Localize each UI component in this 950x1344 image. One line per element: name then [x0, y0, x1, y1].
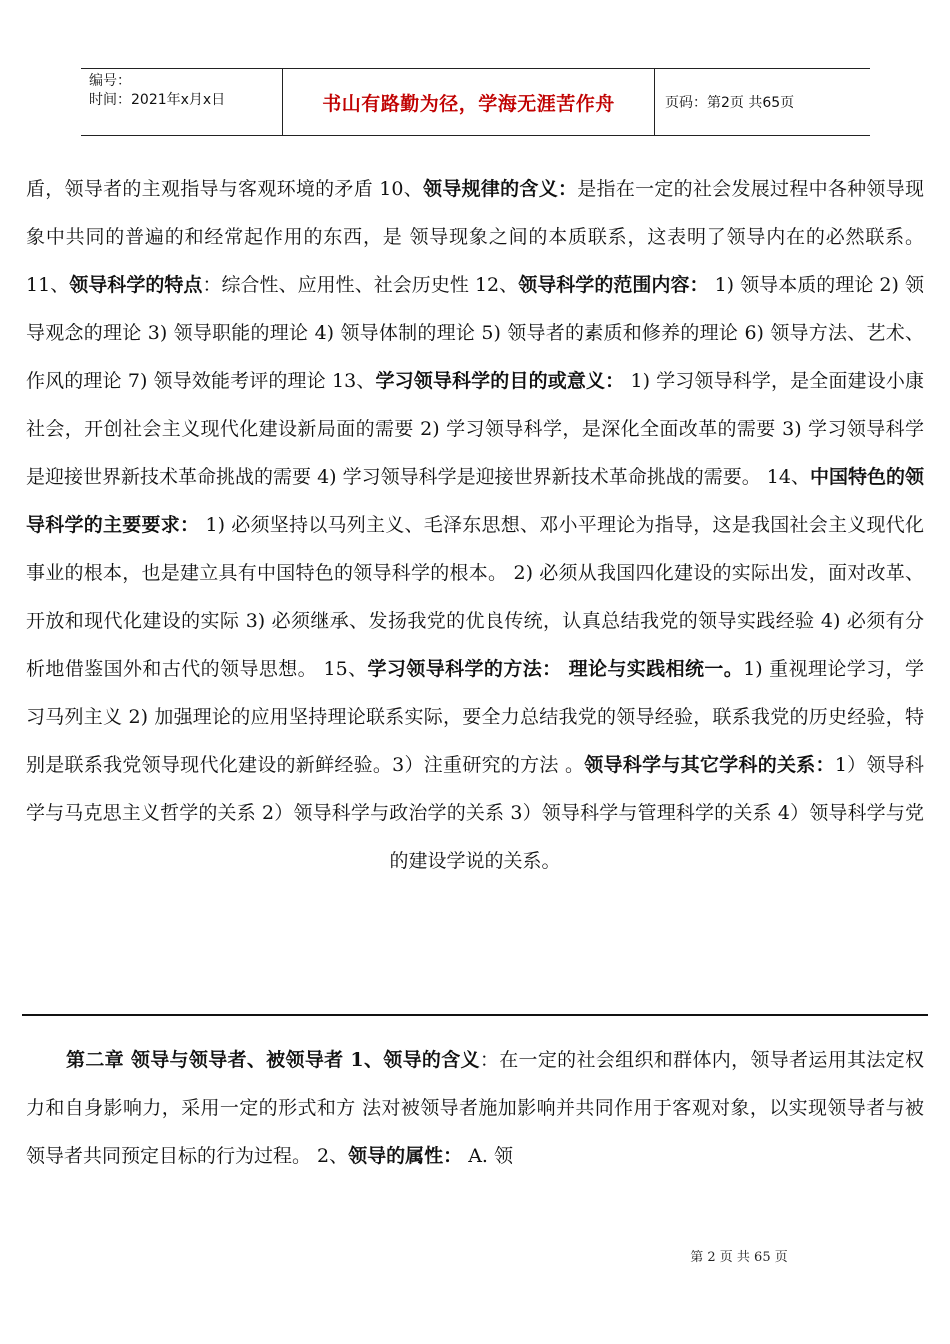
section-divider [22, 1014, 928, 1016]
header-meta [81, 69, 282, 135]
bold-term: 学习领导科学的方法： 理论与实践相统一。 [367, 658, 744, 680]
text-run: 1）领导科学与马克思主义哲学的关系 2）领导科学与政治学的关系 3）领导科学与管理科学的关系 4）领导科学与党的建设学说的关系。 [26, 754, 924, 872]
text-run: 1) 必须坚持以马列主义、毛泽东思想、邓小平理论为指导，这是我国社会主义现代化事业的根本，也是建立具有中国特色的领导科学的根本。 2) 必须从我国四化建设的实际出发，面对改革、开放和现代化建设的实际 3) 必须继承、发扬我党的优良传统，认真总结我党的领导实践经验 4) 必须有分析地借鉴国外和古代的领导思想。 15、 [26, 514, 924, 680]
bold-term: 领导规律的含义： [423, 178, 578, 200]
text-run: 盾，领导者的主观指导与客观环境的矛盾 10、 [26, 178, 424, 200]
body-paragraph-1 [26, 165, 924, 885]
header-page-info: 页码：第2页 共65页 [665, 95, 795, 111]
date-label: 时间：2021年x月x日 [89, 92, 226, 108]
bold-term: 领导科学的范围内容： [518, 274, 709, 296]
body-paragraph-2 [26, 1036, 924, 1180]
text-run: 1) 重视理论学习，学习马列主义 2) 加强理论的应用坚持理论联系实际，要全力总结我党的领导经验，联系我党的历史经验，特别是联系我党领导现代化建设的新鲜经验。3）注重研究的方法 。 [26, 658, 924, 776]
text-run: ：综合性、应用性、社会历史性 12、 [202, 274, 519, 296]
text-run: ：在一定的社会组织和群体内，领导者运用其法定权力和自身影响力，采用一定的形式和方 法对被领导者施加影响并共同作用于客观对象，以实现领导者与被领导者共同预定目标的行为过程。 2、 [26, 1049, 924, 1167]
bold-term: 领导科学与其它学科的关系： [584, 754, 835, 776]
text-run: 是指在一定的社会发展过程中各种领导现象中共同的普遍的和经常起作用的东西，是 领导现象之间的本质联系，这表明了领导内在的必然联系。 11、 [26, 178, 924, 296]
text-run: 1) 领导本质的理论 2) 领导观念的理论 3) 领导职能的理论 4) 领导体制的理论 5) 领导者的素质和修养的理论 6) 领导方法、艺术、作风的理论 7) 领导效能考评的理论 13、 [26, 274, 924, 392]
header-motto: 书山有路勤为径，学海无涯苦作舟 [282, 69, 655, 135]
chapter-heading: 第二章 领导与领导者、被领导者 1、领导的含义 [66, 1049, 480, 1071]
footer-page-number: 第 2 页 共 65 页 [690, 1250, 788, 1265]
page-header [81, 68, 870, 136]
bold-term: 领导科学的特点 [69, 274, 203, 296]
number-label: 编号： [89, 73, 131, 89]
text-run: A. 领 [462, 1145, 513, 1167]
page-footer [0, 1246, 950, 1265]
bold-term: 学习领导科学的目的或意义： [375, 370, 625, 392]
bold-term: 领导的属性： [348, 1145, 463, 1167]
bold-term: 中国特色的领导科学的主要要求： [26, 466, 924, 536]
text-run: 1) 学习领导科学，是全面建设小康社会，开创社会主义现代化建设新局面的需要 2) 学习领导科学，是深化全面改革的需要 3) 学习领导科学是迎接世界新技术革命挑战的需要 4) 学习领导科学是迎接世界新技术革命挑战的需要。 14、 [26, 370, 924, 488]
